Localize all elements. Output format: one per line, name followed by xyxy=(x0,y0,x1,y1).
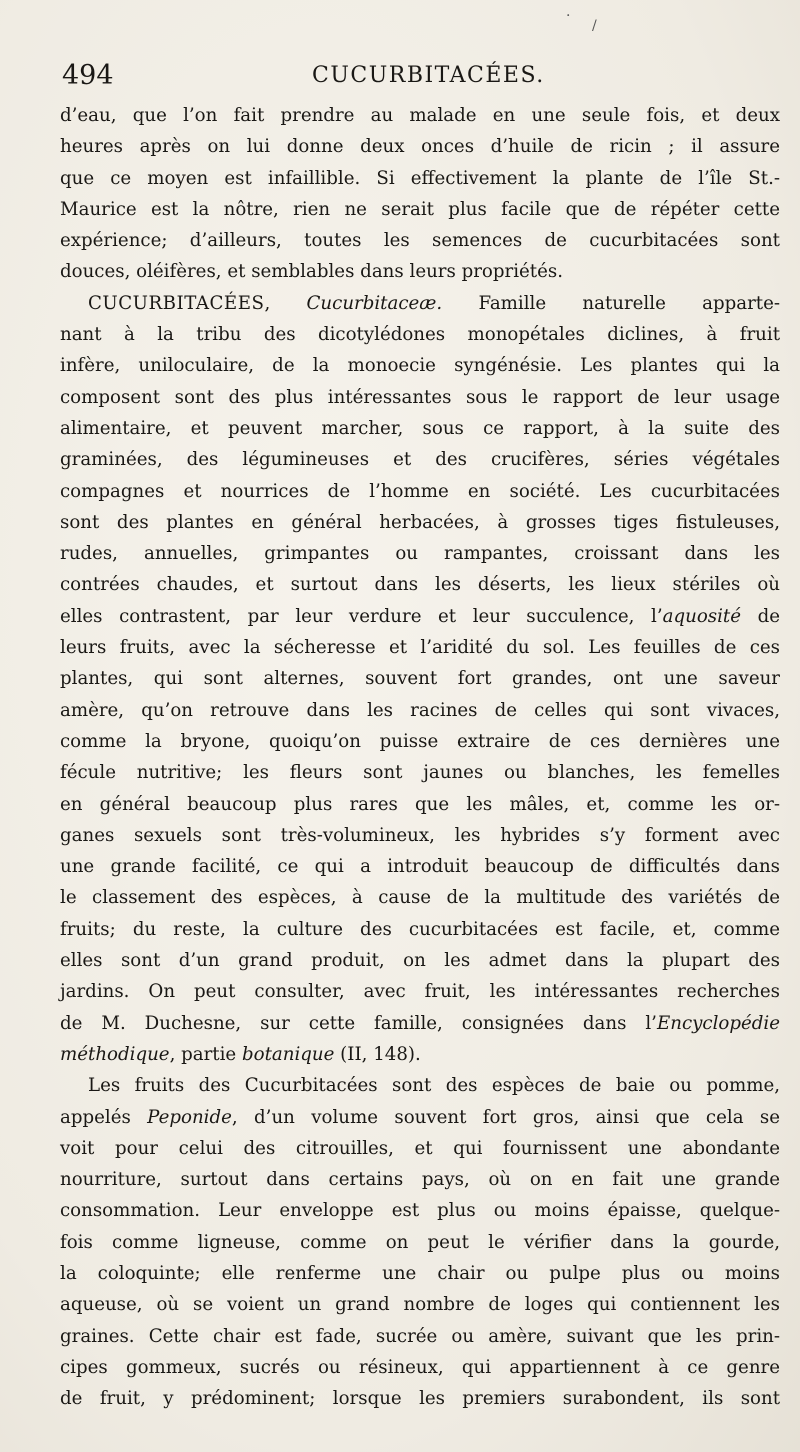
text-run: d’eau, que l’on fait prendre au malade en une seule fois, et deux xyxy=(60,105,780,126)
text-run: alimentaire, et peuvent marcher, sous ce rapport, à la suite des xyxy=(60,417,780,439)
text-run: rudes, annuelles, grimpantes ou rampantes, croissant dans les xyxy=(60,543,780,565)
text-line xyxy=(60,632,780,663)
page-number: 494 xyxy=(62,60,114,91)
text-run: amère, qu’on retrouve dans les racines de celles qui sont vivaces, xyxy=(60,699,780,721)
text-line xyxy=(60,1258,780,1289)
italic-text: méthodique xyxy=(60,1043,170,1065)
text-run: contrées chaudes, et surtout dans les déserts, les lieux stériles où xyxy=(60,574,780,596)
text-line xyxy=(60,1227,780,1258)
text-run: fécule nutritive; les fleurs sont jaunes ou blanches, les femelles xyxy=(60,762,780,784)
text-run: expérience; d’ailleurs, toutes les semences de cucurbitacées sont xyxy=(60,230,780,252)
italic-text: Encyclopédie xyxy=(656,1012,780,1034)
text-line xyxy=(60,663,780,694)
text-line xyxy=(60,820,780,851)
text-line xyxy=(60,1008,780,1039)
text-line xyxy=(60,1133,780,1164)
text-run: la coloquinte; elle renferme une chair ou pulpe plus ou moins xyxy=(60,1262,780,1284)
text-run: graines. Cette chair est fade, sucrée ou amère, suivant que les prin- xyxy=(60,1325,780,1347)
ink-mark: · xyxy=(566,8,571,24)
text-run: aqueuse, où se voient un grand nombre de loges qui contiennent les xyxy=(60,1294,780,1316)
text-run: Les fruits des Cucurbitacées sont des espèces de baie ou pomme, xyxy=(88,1075,780,1097)
text-line xyxy=(60,976,780,1007)
text-run: , d’un volume souvent fort gros, ainsi que cela se xyxy=(231,1106,780,1128)
text-run: leurs fruits, avec la sécheresse et l’aridité du sol. Les feuilles de ces xyxy=(60,637,780,659)
text-run: douces, oléifères, et semblables dans leurs propriétés. xyxy=(60,261,563,283)
italic-text: aquosité xyxy=(662,605,741,627)
text-run: voit pour celui des citrouilles, et qui fournissent une abondante xyxy=(60,1137,780,1159)
text-run: consommation. Leur enveloppe est plus ou moins épaisse, quelque- xyxy=(60,1200,780,1222)
text-line xyxy=(60,695,780,726)
text-line xyxy=(60,350,780,381)
entry-heading: CUCURBITACÉES xyxy=(88,292,265,314)
text-line xyxy=(60,914,780,945)
text-line xyxy=(60,1164,780,1195)
text-line xyxy=(60,538,780,569)
text-line xyxy=(60,319,780,350)
text-run: nourriture, surtout dans certains pays, où on en fait une grande xyxy=(60,1169,780,1191)
text-run: Famille naturelle apparte- xyxy=(442,292,780,314)
text-run: elles contrastent, par leur verdure et leur succulence, l’ xyxy=(60,605,663,627)
text-line xyxy=(60,882,780,913)
text-run: sont des plantes en général herbacées, à grosses tiges fistuleuses, xyxy=(60,511,780,533)
text-line xyxy=(60,726,780,757)
text-line xyxy=(60,444,780,475)
text-run: compagnes et nourrices de l’homme en société. Les cucurbitacées xyxy=(60,480,780,502)
text-line xyxy=(60,163,780,194)
text-line xyxy=(60,1102,780,1133)
italic-text: Cucurbitaceæ. xyxy=(306,292,443,314)
text-run: cipes gommeux, sucrés ou résineux, qui appartiennent à ce genre xyxy=(60,1356,780,1378)
text-line xyxy=(60,288,780,319)
text-line xyxy=(60,1039,780,1070)
text-line xyxy=(60,569,780,600)
text-line xyxy=(60,789,780,820)
text-run: que ce moyen est infaillible. Si effectivement la plante de l’île St.- xyxy=(60,167,780,189)
text-run: elles sont d’un grand produit, on les admet dans la plupart des xyxy=(60,950,780,972)
ink-mark: / xyxy=(592,18,597,34)
text-run: (II, 148). xyxy=(334,1043,421,1065)
text-run: Maurice est la nôtre, rien ne serait plus facile que de répéter cette xyxy=(60,198,780,220)
text-line xyxy=(60,1352,780,1383)
text-line xyxy=(60,256,780,287)
text-run: une grande facilité, ce qui a introduit beaucoup de difficultés dans xyxy=(60,856,780,878)
text-line xyxy=(60,1383,780,1414)
text-line xyxy=(60,476,780,507)
text-line xyxy=(60,945,780,976)
text-run: infère, uniloculaire, de la monoecie syngénésie. Les plantes qui la xyxy=(60,355,780,377)
text-run: comme la bryone, quoiqu’on puisse extraire de ces dernières une xyxy=(60,730,780,752)
text-run: fruits; du reste, la culture des cucurbitacées est facile, et, comme xyxy=(60,918,780,940)
running-head: CUCURBITACÉES. xyxy=(312,63,545,88)
text-run: jardins. On peut consulter, avec fruit, les intéressantes recherches xyxy=(60,981,780,1003)
text-line xyxy=(60,382,780,413)
text-run: en général beaucoup plus rares que les mâles, et, comme les or- xyxy=(60,793,780,815)
text-line xyxy=(60,1321,780,1352)
text-line xyxy=(60,507,780,538)
text-run: nant à la tribu des dicotylédones monopétales diclines, à fruit xyxy=(60,324,780,346)
text-line xyxy=(60,1195,780,1226)
text-run: de xyxy=(741,605,780,627)
text-run: , xyxy=(264,292,307,314)
text-line xyxy=(60,100,780,131)
italic-text: botanique xyxy=(241,1043,335,1065)
text-run: ganes sexuels sont très-volumineux, les hybrides s’y forment avec xyxy=(60,824,780,846)
text-line xyxy=(60,851,780,882)
text-line xyxy=(60,757,780,788)
text-run: appelés xyxy=(60,1106,148,1128)
text-run: , partie xyxy=(169,1043,242,1065)
text-run: composent sont des plus intéressantes sous le rapport de leur usage xyxy=(60,386,780,408)
text-line xyxy=(60,601,780,632)
italic-text: Peponide xyxy=(147,1106,232,1128)
text-run: plantes, qui sont alternes, souvent fort grandes, ont une saveur xyxy=(60,668,780,690)
text-run: le classement des espèces, à cause de la multitude des variétés de xyxy=(60,887,780,909)
text-run: de fruit, y prédominent; lorsque les premiers surabondent, ils sont xyxy=(60,1388,780,1410)
text-run: fois comme ligneuse, comme on peut le vérifier dans la gourde, xyxy=(60,1231,780,1253)
text-run: heures après on lui donne deux onces d’huile de ricin ; il assure xyxy=(60,136,780,158)
page-header xyxy=(62,58,760,94)
text-line xyxy=(60,1289,780,1320)
text-run: graminées, des légumineuses et des crucifères, séries végétales xyxy=(60,449,780,471)
text-line xyxy=(60,1070,780,1101)
text-line xyxy=(60,131,780,162)
text-line xyxy=(60,413,780,444)
text-line xyxy=(60,194,780,225)
text-line xyxy=(60,225,780,256)
body-text xyxy=(60,100,780,1414)
text-run: de M. Duchesne, sur cette famille, consignées dans l’ xyxy=(60,1012,657,1034)
